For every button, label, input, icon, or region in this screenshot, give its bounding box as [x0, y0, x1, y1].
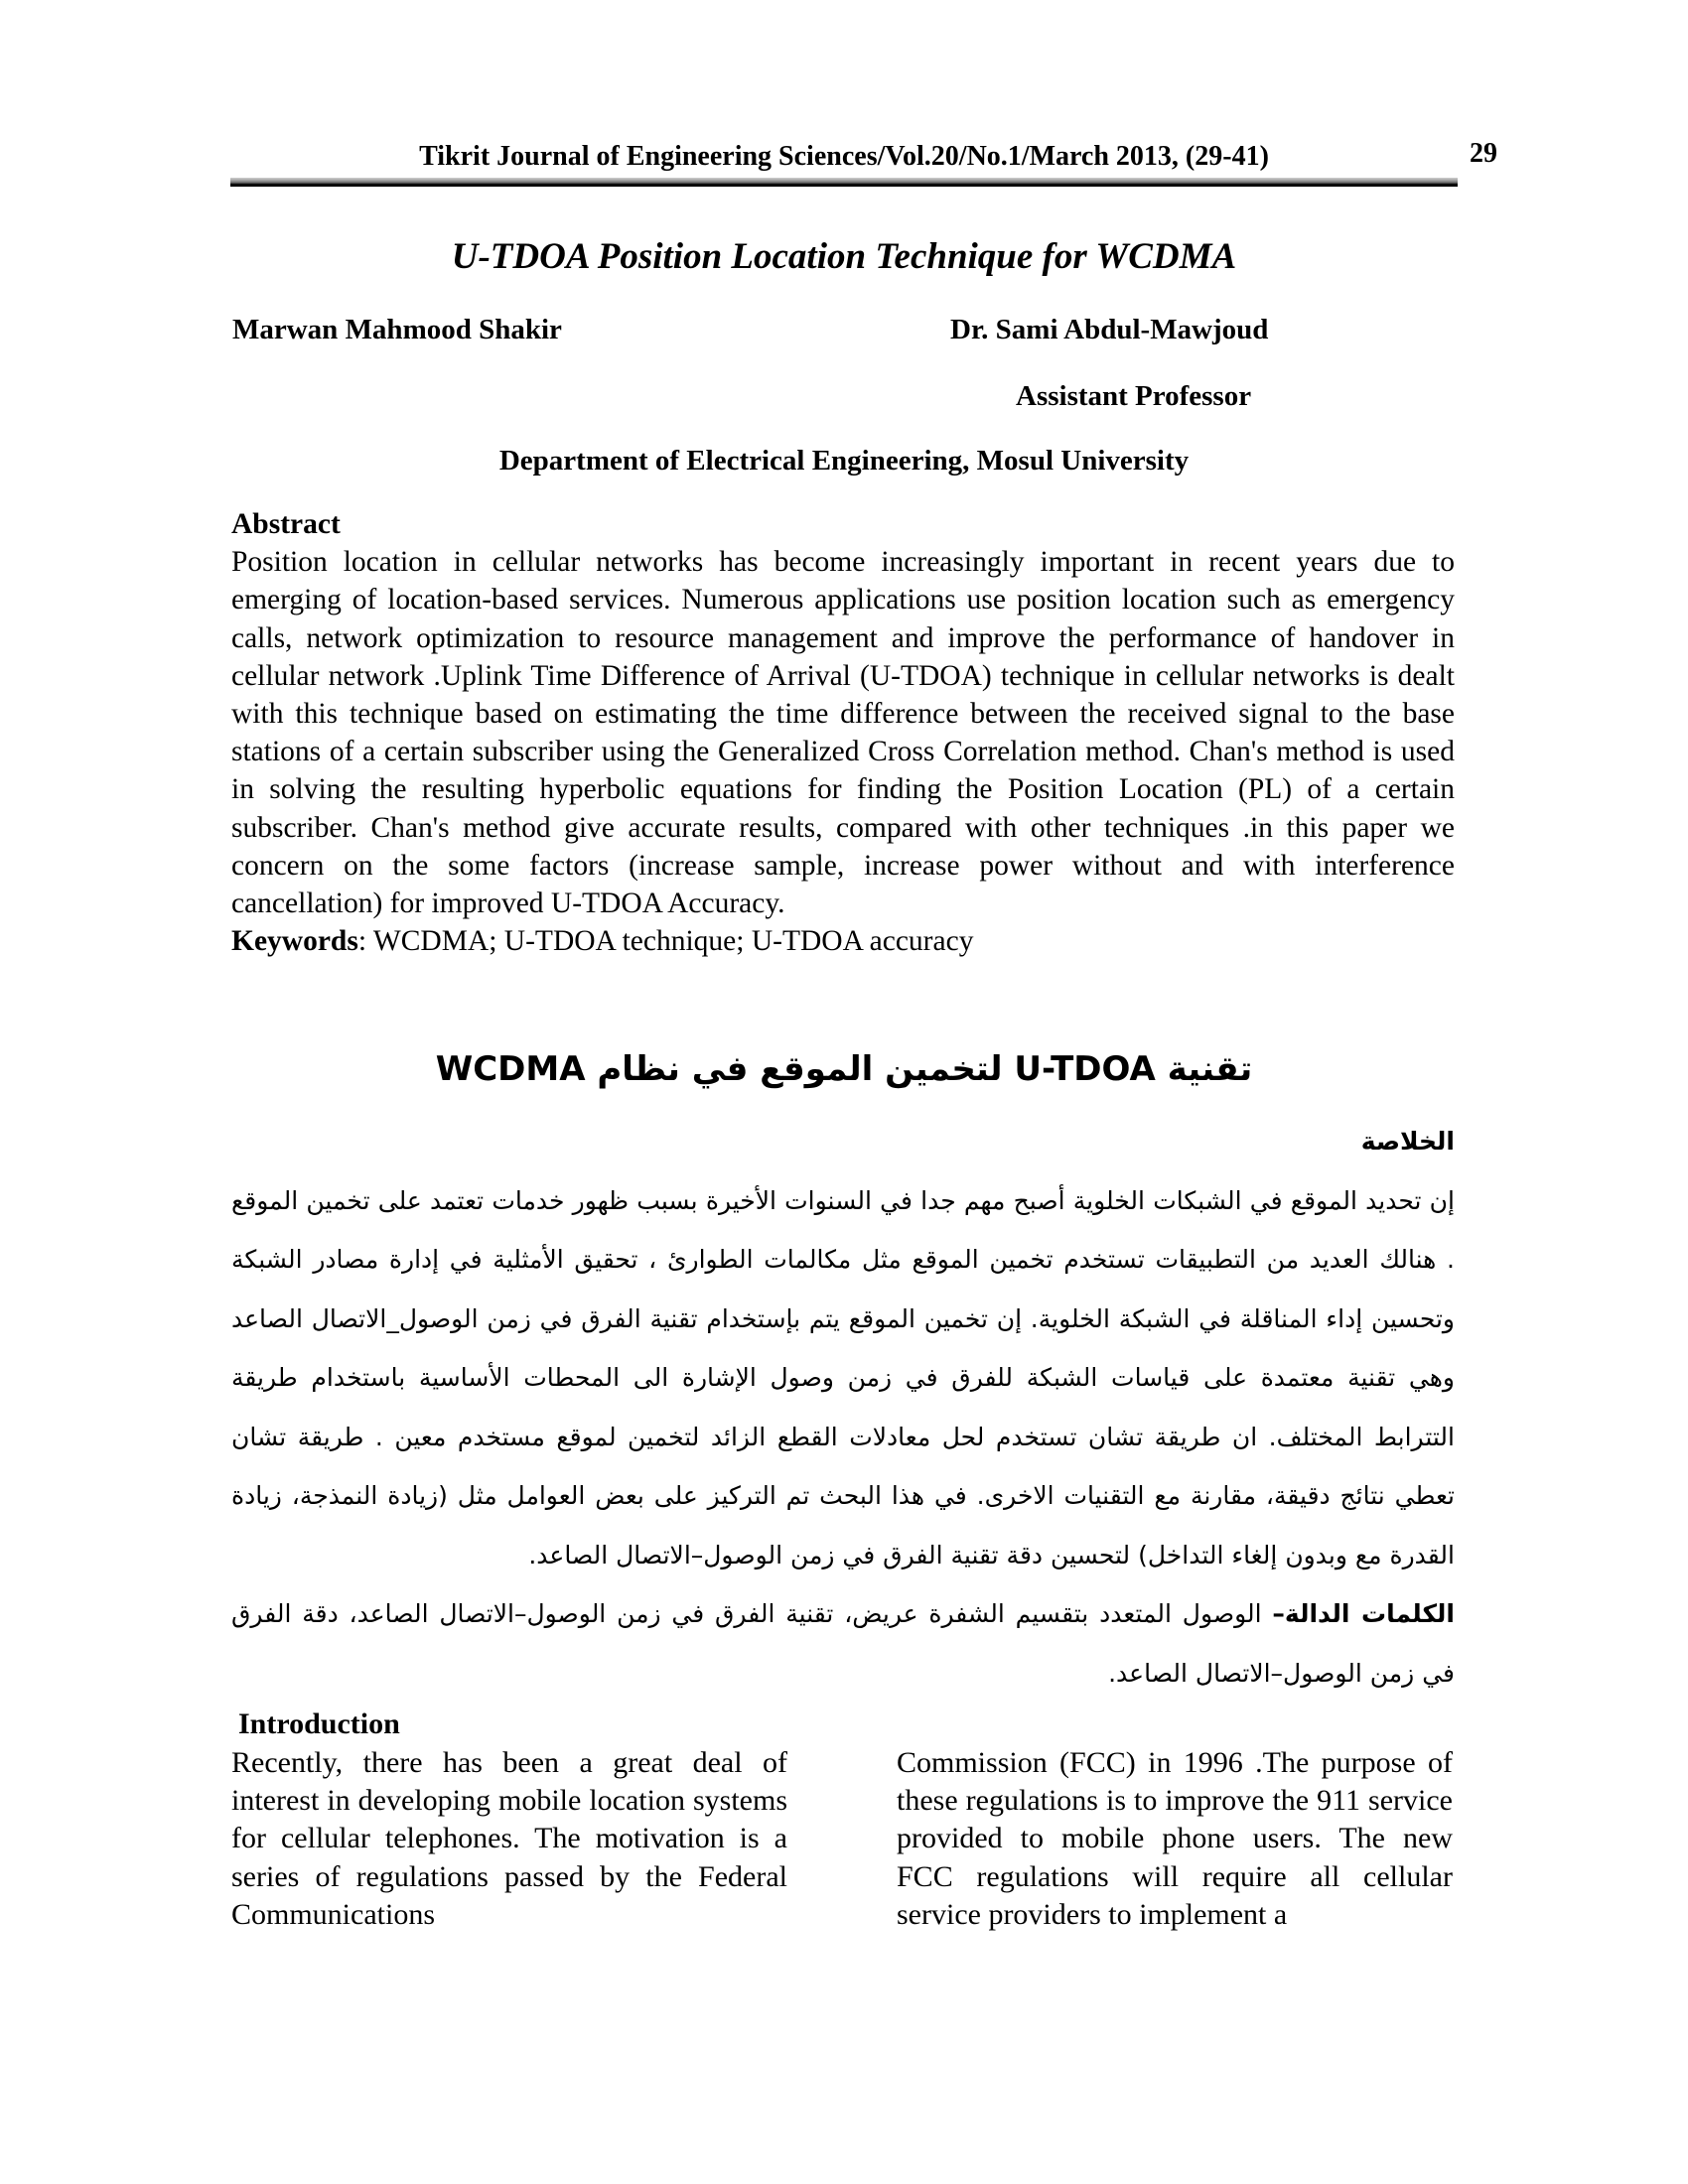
arabic-abstract-text: إن تحديد الموقع في الشبكات الخلوية أصبح مهم جدا في السنوات الأخيرة بسبب ظهور خدمات تعتمد على تخمين الموقع . هنالك العديد من التطبيقات تستخدم تخمين الموقع مثل مكالمات الطوارئ ، تحقيق الأمثلية في إدارة مصادر الشبكة وتحسين إداء المناقلة في الشبكة الخلوية. إن تخمين الموقع يتم بإستخدام تقنية الفرق في زمن الوصول_الاتصال الصاعد وهي تقنية معتمدة على قياسات الشبكة للفرق في زمن وصول الإشارة الى المحطات الأساسية باستخدام طريقة التترابط المختلف. ان طريقة تشان تستخدم لحل معادلات القطع الزائد لتخمين لموقع مستخدم معين . طريقة تشان تعطي نتائج دقيقة، مقارنة مع التقنيات الاخرى. في هذا البحث تم التركيز على بعض العوامل مثل (زيادة النمذجة، زيادة القدرة مع وبدون إلغاء التداخل) لتحسين دقة تقنية الفرق في زمن الوصول–الاتصال الصاعد. — [231, 1185, 1455, 1570]
arabic-abstract-heading: الخلاصة — [1360, 1127, 1455, 1156]
author-1-name: Marwan Mahmood Shakir — [232, 314, 562, 345]
introduction-heading: Introduction — [238, 1707, 400, 1740]
introduction-right-text: Commission (FCC) in 1996 .The purpose of these regulations is to improve the 911 service provided to mobile phone users. The new FCC regulations will require all cellular service providers to implement a — [897, 1746, 1453, 1931]
keywords-line — [231, 922, 1455, 960]
author-2-position: Assistant Professor — [1016, 380, 1252, 412]
paper-title: U-TDOA Position Location Technique for WCDMA — [451, 236, 1237, 277]
page-number: 29 — [1470, 138, 1497, 169]
author-2-name: Dr. Sami Abdul-Mawjoud — [950, 314, 1269, 345]
abstract-text: Position location in cellular networks has become increasingly important in recent years due to emerging of location-based services. Numerous applications use position location such as emergency calls, network optimization to resource management and improve the performance of handover in cellular network .Uplink Time Difference of Arrival (U-TDOA) technique in cellular networks is dealt with this technique based on estimating the time difference between the received signal to the base stations of a certain subscriber using the Generalized Cross Correlation method. Chan's method is used in solving the resulting hyperbolic equations for finding the Position Location (PL) of a certain subscriber. Chan's method give accurate results, compared with other techniques .in this paper we concern on the some factors (increase sample, increase power without and with interference cancellation) for improved U-TDOA Accuracy. — [231, 546, 1455, 920]
abstract-heading: Abstract — [231, 508, 341, 540]
keywords-list: : WCDMA; U-TDOA technique; U-TDOA accuracy — [357, 925, 974, 958]
arabic-title: تقنية U-TDOA لتخمين الموقع في نظام WCDMA — [435, 1049, 1253, 1089]
arabic-keywords-list: الوصول المتعدد بتقسيم الشفرة عريض، تقنية الفرق في زمن الوصول–الاتصال الصاعد، دقة الفرق في زمن الوصول–الاتصال الصاعد. — [231, 1599, 1455, 1688]
arabic-keywords-label: الكلمات الدالة– — [1272, 1599, 1455, 1628]
affiliation: Department of Electrical Engineering, Mosul University — [498, 445, 1190, 477]
arabic-keywords-line — [231, 1584, 1455, 1703]
arabic-abstract-section — [231, 1112, 1455, 1703]
introduction-left-text: Recently, there has been a great deal of interest in developing mobile location systems for cellular telephones. The motivation is a series of regulations passed by the Federal Communications — [231, 1746, 787, 1931]
keywords-label: Keywords — [231, 925, 358, 958]
introduction-right-column — [897, 1744, 1453, 1934]
abstract-section — [231, 505, 1455, 960]
introduction-left-column — [231, 1744, 787, 1934]
header-rule — [230, 178, 1458, 187]
running-head: Tikrit Journal of Engineering Sciences/Vol.20/No.1/March 2013, (29-41) — [419, 141, 1269, 172]
